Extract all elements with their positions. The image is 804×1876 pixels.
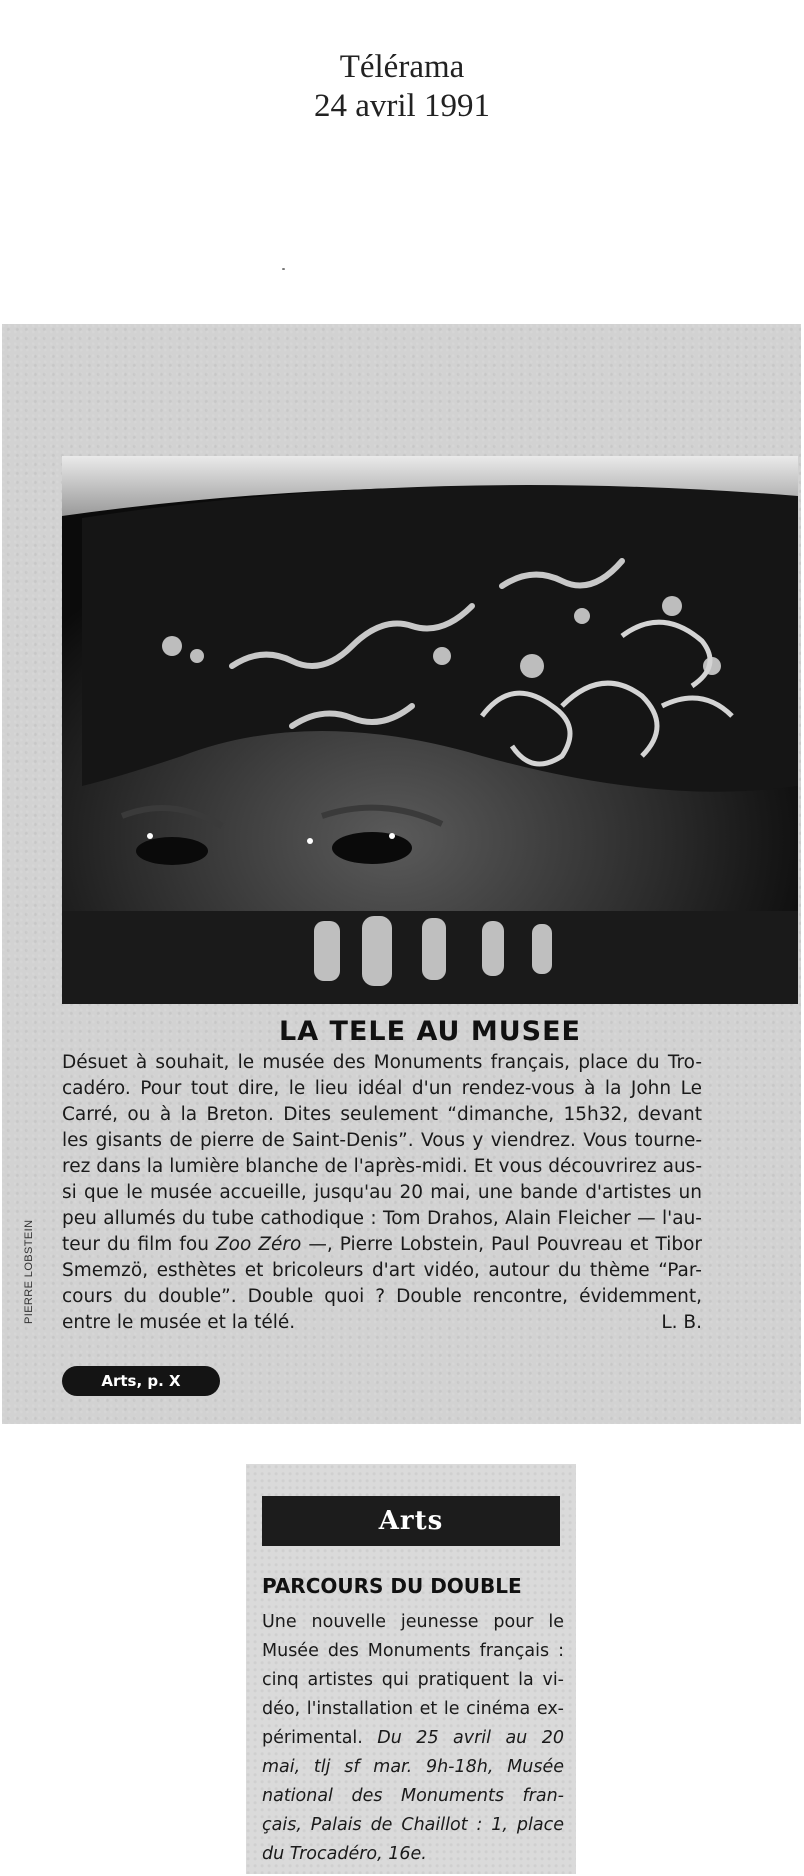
listing-line: national des Monuments fran- [262,1786,564,1806]
body-line: cours du double”. Double quoi ? Double rencontre, évidemment, [62,1286,702,1307]
listing-text-fragment: périmental. [262,1728,378,1748]
body-line: Désuet à souhait, le musée des Monuments français, place du Tro- [62,1052,702,1073]
listing-line [262,1724,564,1753]
body-text-fragment: —, Pierre Lobstein, Paul Pouvreau et Tibor [301,1234,703,1255]
listing-line: Une nouvelle jeunesse pour le [262,1612,564,1632]
publication-name: Télérama [339,49,465,85]
ink-speck [282,268,285,270]
article-photo [62,456,798,1004]
body-line [62,1232,702,1258]
section-banner: Arts [262,1496,560,1546]
body-last-line: entre le musée et la télé. [62,1312,296,1333]
body-line: les gisants de pierre de Saint-Denis”. Vous y viendrez. Vous tourne- [62,1130,702,1151]
body-text-fragment: teur du film fou [62,1234,216,1255]
listing-body [262,1608,564,1869]
body-line: Carré, ou à la Breton. Dites seulement “dimanche, 15h32, devant [62,1104,702,1125]
body-line [62,1310,702,1336]
listing-line: du Trocadéro, 16e. [262,1844,427,1864]
listing-clipping [246,1464,576,1874]
article-headline: LA TELE AU MUSEE [279,1016,581,1047]
publication-date: 24 avril 1991 [314,88,490,124]
film-title: Zoo Zéro [215,1234,302,1255]
body-line: Smemzö, esthètes et bricoleurs d'art vidéo, autour du thème “Par- [62,1260,702,1281]
listing-line: Musée des Monuments français : [262,1641,564,1661]
listing-line: cinq artistes qui pratiquent la vi- [262,1670,564,1690]
body-line: peu allumés du tube cathodique : Tom Drahos, Alain Fleicher — l'au- [62,1208,702,1229]
body-line: rez dans la lumière blanche de l'après-midi. Et vous découvrirez aus- [62,1156,702,1177]
listing-dates: Du 25 avril au 20 [377,1728,564,1748]
section-reference-badge: Arts, p. X [62,1366,220,1396]
photo-credit: PIERRE LOBSTEIN [23,1219,35,1324]
body-line: si que le musée accueille, jusqu'au 20 mai, une bande d'artistes un [62,1182,702,1203]
article-clipping [2,324,801,1424]
body-line: cadéro. Pour tout dire, le lieu idéal d'un rendez-vous à la John Le [62,1078,702,1099]
listing-line: déo, l'installation et le cinéma ex- [262,1699,564,1719]
photo-illustration [62,456,798,1004]
author-signature: L. B. [661,1312,702,1333]
listing-title: PARCOURS DU DOUBLE [262,1574,522,1598]
page-header [0,48,804,126]
listing-line: çais, Palais de Chaillot : 1, place [262,1815,564,1835]
article-body [62,1050,702,1336]
listing-line: mai, tlj sf mar. 9h-18h, Musée [262,1757,564,1777]
